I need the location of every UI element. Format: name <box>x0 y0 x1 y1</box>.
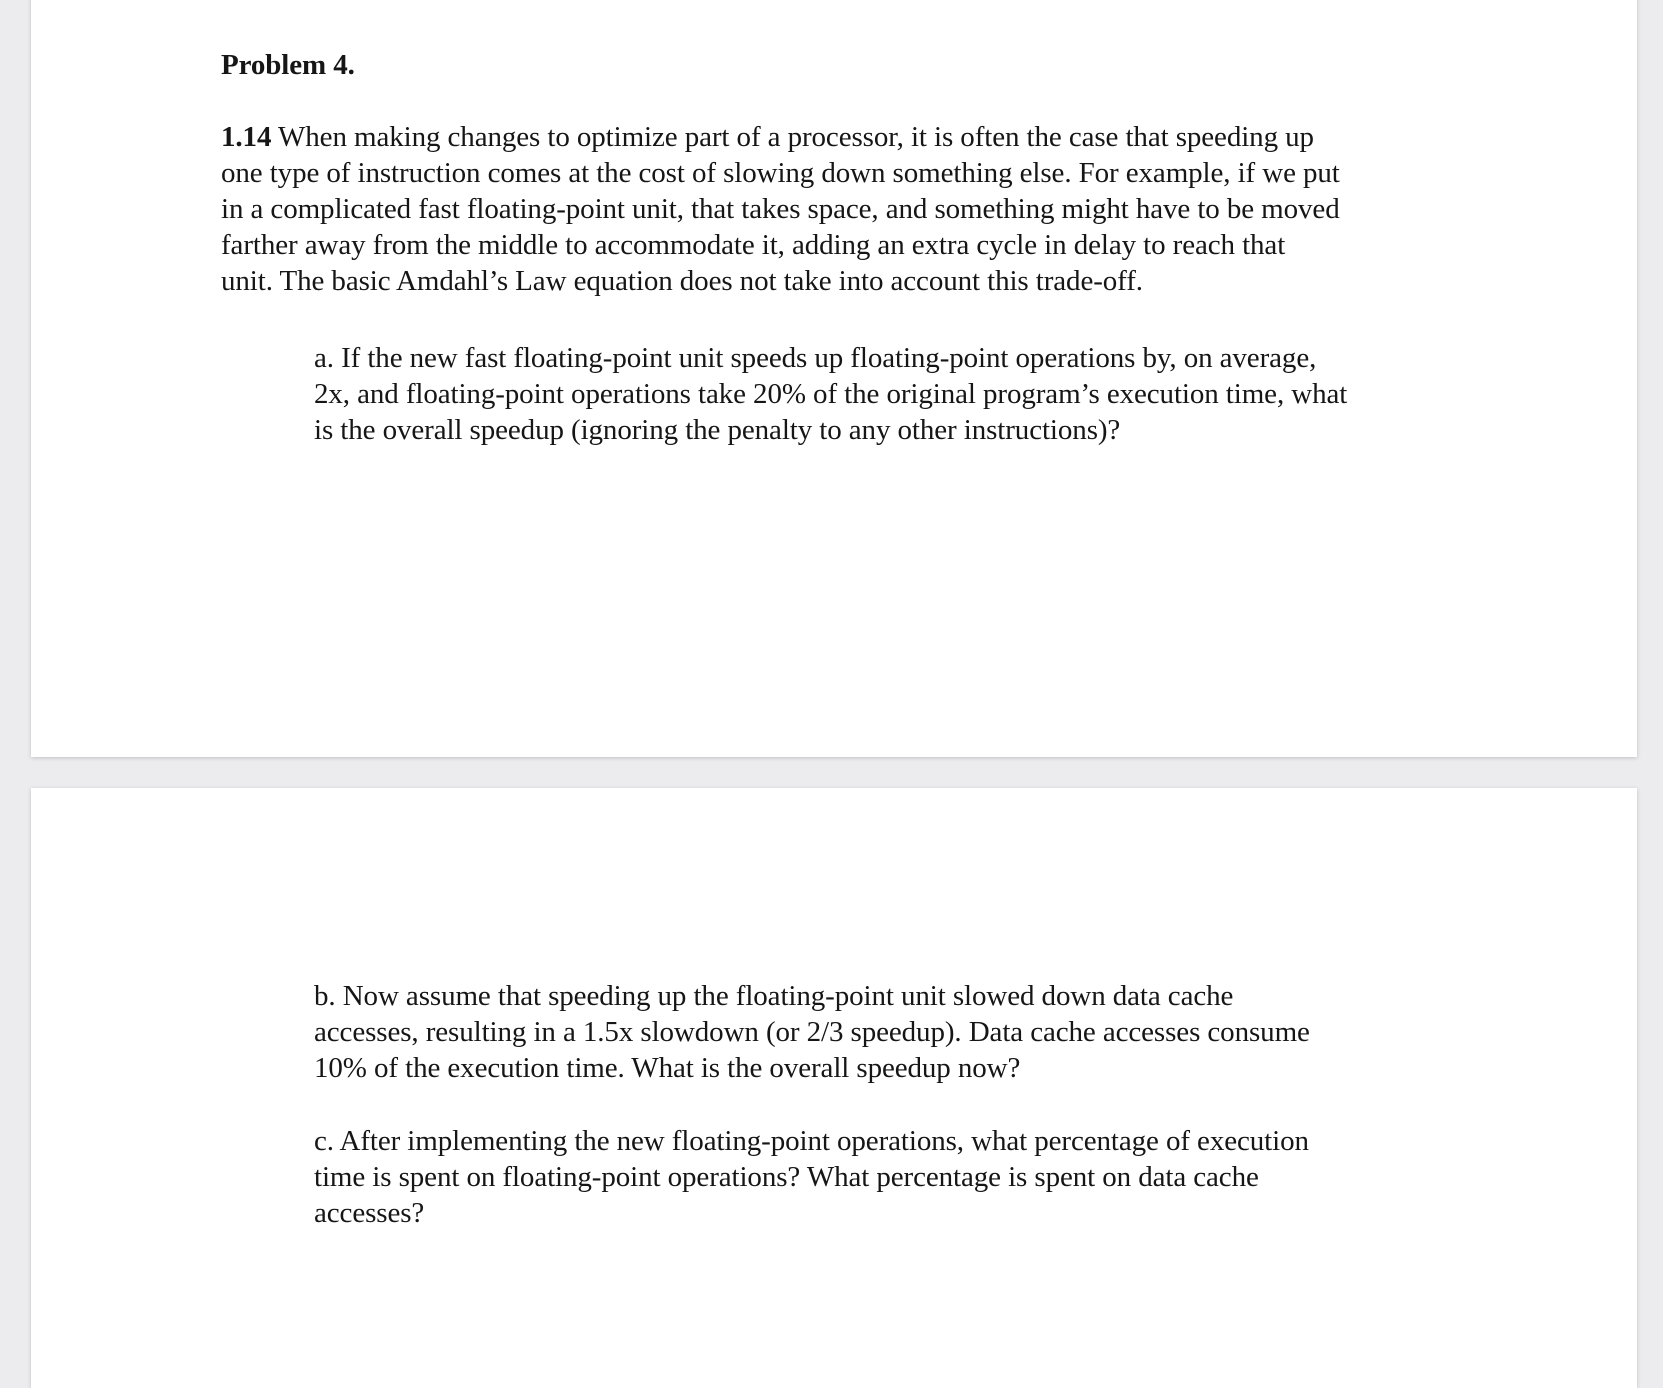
intro-line-1 <box>221 119 1521 155</box>
question-part-b <box>314 978 1544 1086</box>
part-a-line-1: a. If the new fast floating-point unit speeds up floating-point operations by, on average, <box>314 342 1317 374</box>
part-b-line-1: b. Now assume that speeding up the floating-point unit slowed down data cache <box>314 980 1234 1012</box>
intro-line-5: unit. The basic Amdahl’s Law equation does not take into account this trade-off. <box>221 265 1143 297</box>
part-c-line-1: c. After implementing the new floating-point operations, what percentage of execution <box>314 1125 1309 1157</box>
part-c-line-2: time is spent on floating-point operations? What percentage is spent on data cache <box>314 1161 1259 1193</box>
part-b-line-2: accesses, resulting in a 1.5x slowdown (or 2/3 speedup). Data cache accesses consume <box>314 1016 1310 1048</box>
question-part-c <box>314 1123 1544 1231</box>
part-c-line-3: accesses? <box>314 1197 425 1229</box>
document-page-2 <box>31 788 1637 1388</box>
question-part-a <box>314 340 1544 448</box>
part-b-line-3: 10% of the execution time. What is the overall speedup now? <box>314 1052 1021 1084</box>
problem-heading: Problem 4. <box>221 49 355 81</box>
part-a-line-3: is the overall speedup (ignoring the penalty to any other instructions)? <box>314 414 1121 446</box>
problem-intro-paragraph <box>221 119 1521 299</box>
document-page-1 <box>31 0 1637 757</box>
intro-line-3: in a complicated fast floating-point unit, that takes space, and something might have to be moved <box>221 193 1340 225</box>
problem-number: 1.14 <box>221 121 272 153</box>
intro-line-4: farther away from the middle to accommodate it, adding an extra cycle in delay to reach that <box>221 229 1286 261</box>
intro-line-1-text: When making changes to optimize part of a processor, it is often the case that speeding up <box>278 121 1314 153</box>
intro-line-2: one type of instruction comes at the cost of slowing down something else. For example, if we put <box>221 157 1340 189</box>
part-a-line-2: 2x, and floating-point operations take 20% of the original program’s execution time, what <box>314 378 1348 410</box>
